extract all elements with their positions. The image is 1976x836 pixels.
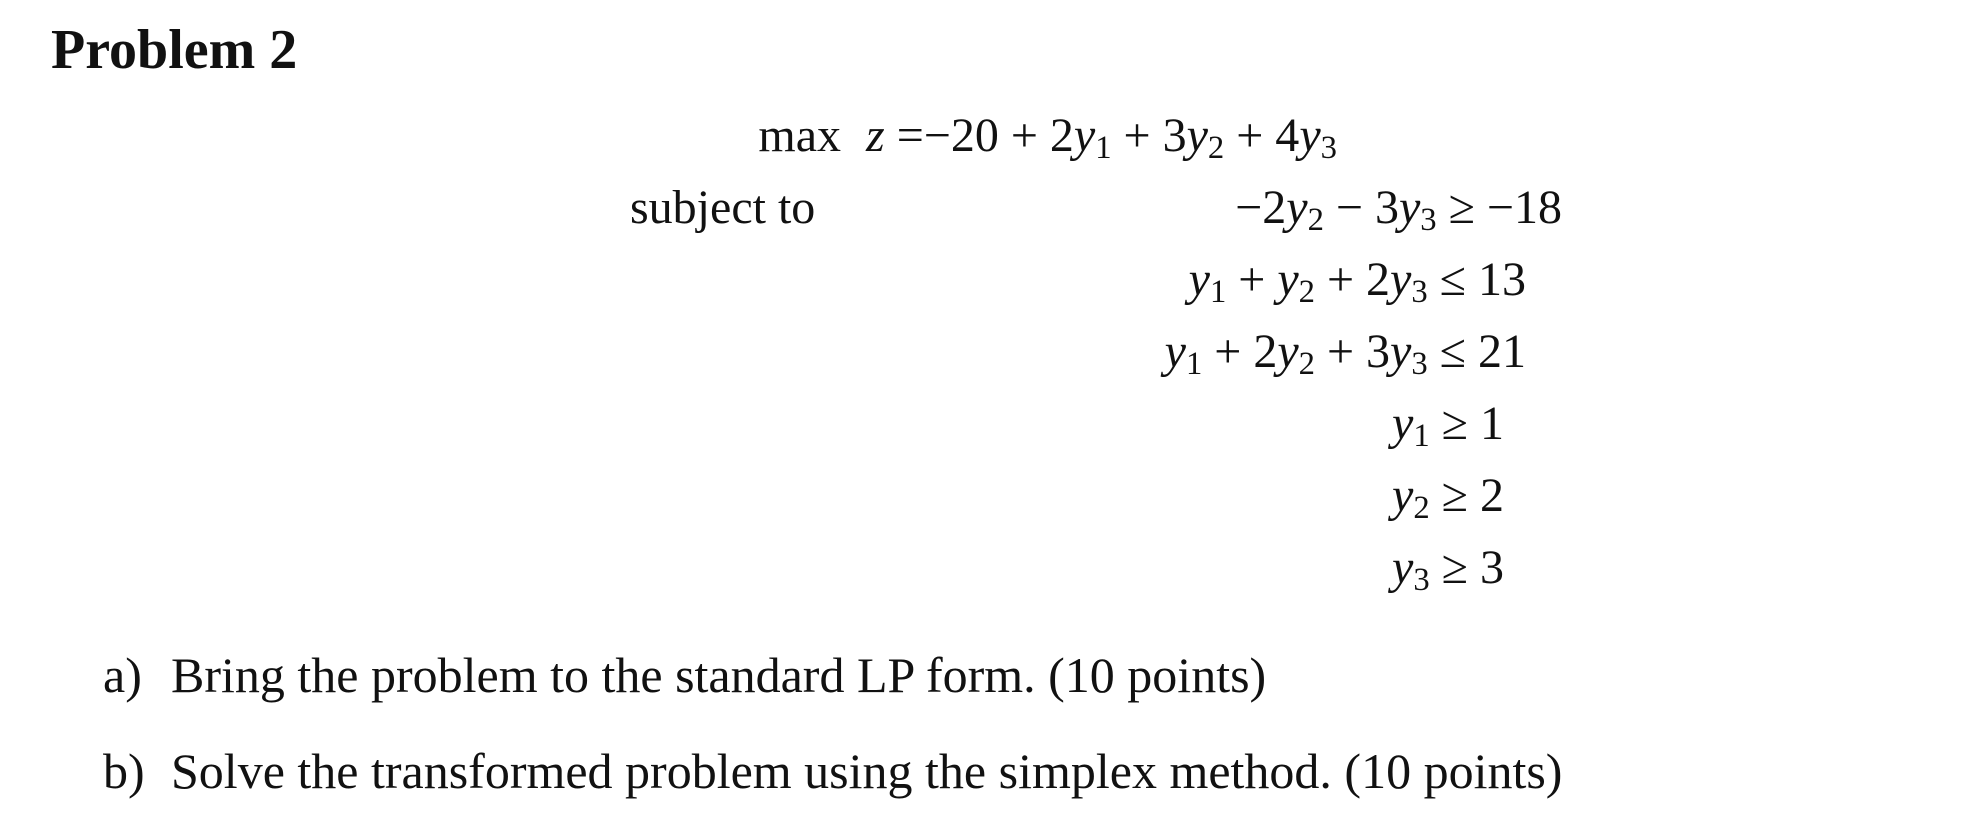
constraint-relation: ≤ 13 [1427, 253, 1526, 306]
constraint-var: y [1188, 253, 1210, 306]
constraint-op: + 2 [1202, 325, 1278, 378]
constraint-sub: 3 [1411, 274, 1428, 311]
part-b [103, 743, 1563, 799]
objective-variable: z [866, 109, 885, 162]
objective-term-var: y [1299, 109, 1321, 162]
constraint-var: y [1392, 397, 1414, 450]
max-keyword: max [758, 109, 841, 162]
objective-term-coef: + 4 [1224, 109, 1300, 162]
constraint-var: y [1277, 325, 1299, 378]
constraint-relation: ≥ −18 [1436, 181, 1562, 234]
constraint-var: y [1390, 325, 1412, 378]
constraint-var: y [1390, 253, 1412, 306]
constraint-var: y [1398, 181, 1421, 234]
constraint-sub: 2 [1298, 346, 1315, 383]
constraint-op: + 2 [1314, 253, 1391, 306]
constraint-sub: 2 [1307, 202, 1324, 239]
objective-prefix: =−20 + 2 [896, 109, 1074, 162]
constraint-op: + [1226, 253, 1278, 306]
objective-term-sub: 3 [1320, 130, 1337, 167]
objective-term-sub: 2 [1207, 130, 1225, 167]
constraint-var: y [1286, 181, 1308, 234]
objective-keyword [749, 109, 841, 162]
constraint-relation: ≥ 2 [1429, 469, 1504, 522]
part-text: Bring the problem to the standard LP form. (10 points) [171, 647, 1267, 703]
constraint-row [1235, 181, 1562, 239]
constraint-op: + 3 [1314, 325, 1391, 378]
objective-term-var: y [1186, 109, 1208, 162]
constraint-relation: ≥ 3 [1429, 541, 1504, 594]
constraint-sub: 2 [1413, 490, 1430, 527]
part-text: Solve the transformed problem using the simplex method. (10 points) [171, 743, 1563, 799]
part-label: b) [103, 743, 145, 799]
constraint-row [1188, 253, 1526, 311]
objective-term-var: y [1073, 109, 1096, 162]
constraint-var: y [1164, 325, 1186, 378]
constraint-op: − 3 [1323, 181, 1399, 234]
constraint-var: y [1392, 541, 1414, 594]
constraint-sub: 3 [1420, 202, 1437, 239]
objective-function [866, 109, 1337, 167]
problem-title: Problem 2 [51, 19, 298, 81]
constraint-sub: 2 [1298, 274, 1315, 311]
constraint-sub: 3 [1411, 346, 1428, 383]
objective-term-coef: + 3 [1111, 109, 1187, 162]
constraint-row [1392, 397, 1504, 455]
constraint-relation: ≤ 21 [1427, 325, 1526, 378]
constraint-row [1164, 325, 1526, 383]
constraint-relation: ≥ 1 [1429, 397, 1504, 450]
constraint-coef: −2 [1235, 181, 1287, 234]
objective-term-sub: 1 [1095, 130, 1112, 167]
constraint-sub: 1 [1209, 274, 1227, 311]
part-label: a) [103, 647, 142, 703]
constraint-var: y [1392, 469, 1414, 522]
constraint-row [1392, 541, 1504, 599]
part-a [103, 647, 1267, 703]
constraint-var: y [1277, 253, 1299, 306]
constraint-row [1392, 469, 1504, 527]
constraint-sub: 1 [1185, 346, 1203, 383]
subject-to-label: subject to [630, 181, 816, 234]
constraint-sub: 3 [1413, 562, 1430, 599]
constraint-sub: 1 [1413, 418, 1430, 455]
